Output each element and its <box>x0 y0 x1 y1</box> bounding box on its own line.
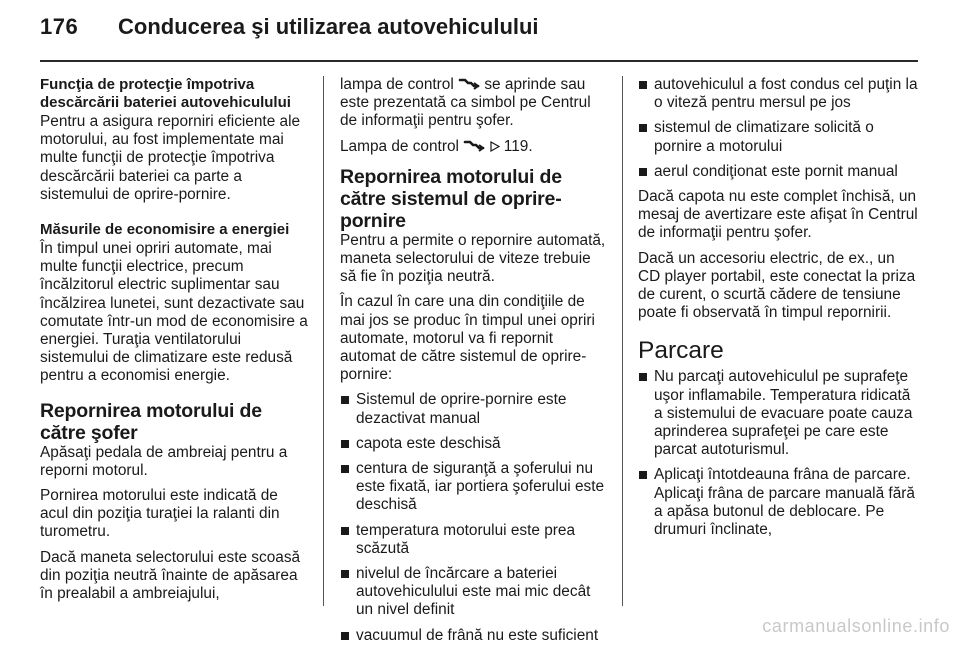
list-item: Sistemul de oprire-pornire este dezactivat manual <box>340 391 608 427</box>
column-middle <box>340 76 608 652</box>
condition-list <box>340 391 608 644</box>
stop-start-lamp-icon <box>463 139 485 152</box>
paragraph <box>340 138 608 156</box>
paragraph <box>340 76 608 131</box>
list-item: temperatura motorului este prea scăzută <box>340 522 608 558</box>
paragraph: Pentru a permite o repornire automată, maneta selectorului de viteze trebuie să fie în poziţia neutră. <box>340 231 606 286</box>
section-heading: Repornirea motorului de către şofer <box>40 399 262 444</box>
paragraph: Dacă capota nu este complet închisă, un mesaj de avertizare este afişat în Centrul de informaţii pentru şofer. <box>638 188 918 242</box>
list-item: capota este deschisă <box>340 435 608 453</box>
text-run: lampa de control <box>340 76 454 93</box>
section-heading: Parcare <box>638 337 724 365</box>
list-item: nivelul de încărcare a bateriei autovehiculului este mai mic decât un nivel definit <box>340 565 608 620</box>
page-number: 176 <box>40 14 79 39</box>
list-item: Aplicaţi întotdeauna frâna de parcare. Aplicaţi frâna de parcare manuală fără a apăsa butonul de deblocare. Pe drumuri înclinate, <box>638 466 920 539</box>
condition-list <box>638 76 920 181</box>
list-item: autovehiculul a fost condus cel puţin la o viteză pentru mersul pe jos <box>638 76 920 112</box>
section-heading: Măsurile de economisire a energiei <box>40 221 290 239</box>
page-reference-triangle-icon <box>490 141 500 152</box>
paragraph: În cazul în care una din condiţiile de mai jos se produc în timpul unei opriri automate, motorul va fi repornit automat de către sistemul de oprire-pornire: <box>340 293 595 384</box>
list-item: aerul condiţionat este pornit manual <box>638 163 920 181</box>
paragraph: Pentru a asigura reporniri eficiente ale motorului, au fost implementate mai multe funcţii de protecţie împotriva descărcării bateriei ca parte a sistemului de oprire-pornire. <box>40 113 301 203</box>
stop-start-lamp-icon <box>458 77 480 90</box>
list-item: sistemul de climatizare solicită o pornire a motorului <box>638 119 920 155</box>
paragraph: În timpul unei opriri automate, mai multe funcţii electrice, precum încălzitorul electric suplimentar sau încălzirea lunetei, sunt dezactivate sau comutate într-un mod de economisire a energiei. Turaţia ventilatorului sistemului de climatizare este redusă pentru a economisi energie. <box>40 240 308 385</box>
section-heading: Repornirea motorului de către sistemul de oprire-pornire <box>340 165 562 232</box>
parking-list <box>638 368 920 539</box>
page-reference: 119. <box>503 137 533 155</box>
list-item: Nu parcaţi autovehiculul pe suprafeţe uşor inflamabile. Temperatura ridicată a sistemului de evacuare poate cauza aprinderea suprafeţei pe care este parcat autoturismul. <box>638 368 920 459</box>
column-left <box>40 76 308 610</box>
column-divider <box>622 76 623 606</box>
paragraph: Dacă maneta selectorului este scoasă din poziţia neutră înainte de apăsarea în prealabil a ambreiajului, <box>40 548 301 603</box>
page-header <box>40 14 918 54</box>
list-item: centura de siguranţă a şoferului nu este fixată, iar portiera şoferului este deschisă <box>340 460 608 515</box>
chapter-title: Conducerea şi utilizarea autovehiculului <box>118 14 539 39</box>
paragraph: Apăsaţi pedala de ambreiaj pentru a reporni motorul. <box>40 443 288 479</box>
column-divider <box>323 76 324 606</box>
column-right <box>638 76 920 546</box>
text-run: se aprinde sau este prezentată ca simbol pe Centrul de informaţii pentru şofer. <box>340 76 591 130</box>
text-run: Lampa de control <box>340 137 459 155</box>
section-heading: Funcţia de protecţie împotriva descărcării bateriei autovehiculului <box>40 76 291 111</box>
paragraph: Pornirea motorului este indicată de acul din poziţia turaţiei la ralanti din turometru. <box>40 487 280 541</box>
paragraph: Dacă un accesoriu electric, de ex., un CD player portabil, este conectat la priza de curent, o scurtă cădere de tensiune poate fi observată în timpul repornirii. <box>638 249 916 322</box>
header-rule <box>40 60 918 62</box>
list-item: vacuumul de frână nu este suficient <box>340 627 608 645</box>
watermark: carmanualsonline.info <box>762 616 950 636</box>
